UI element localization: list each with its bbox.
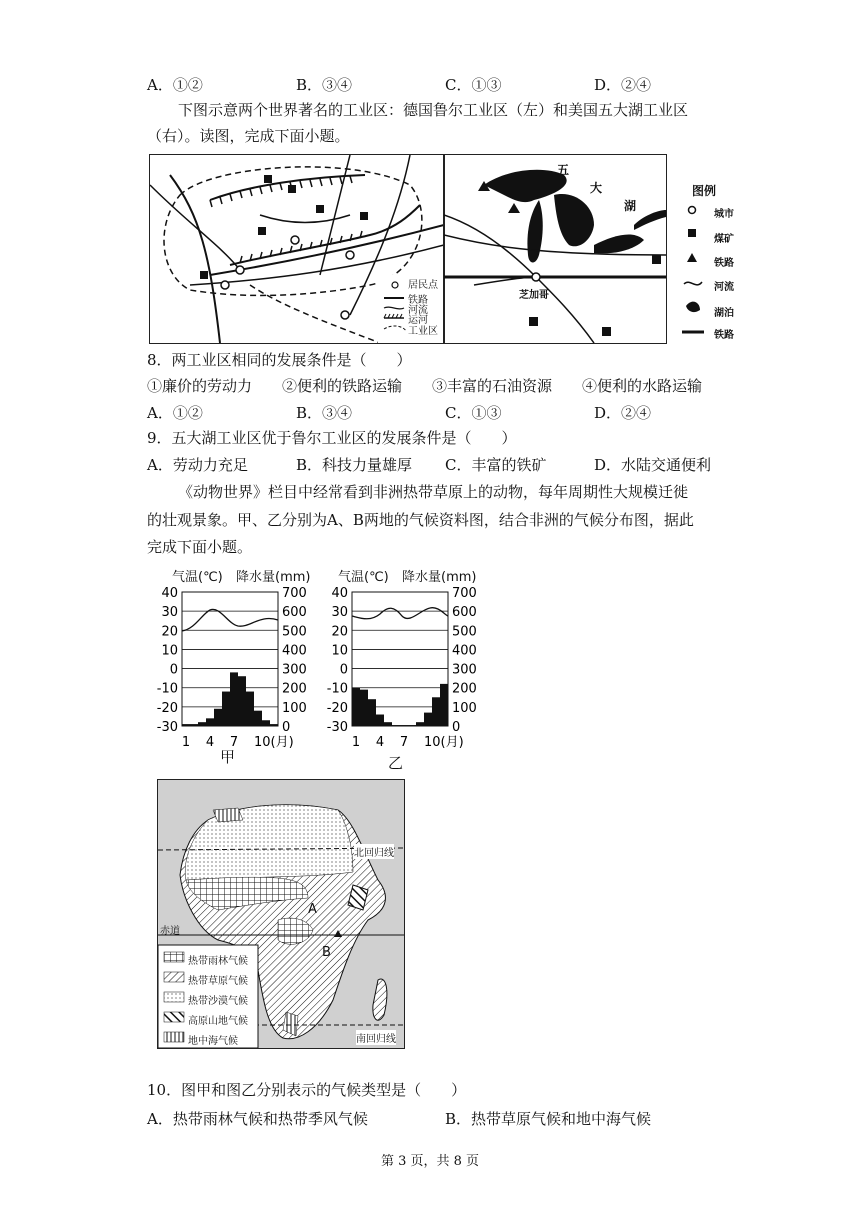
temp-tick: -20 — [156, 700, 178, 716]
jia-name: 甲 — [220, 748, 236, 766]
precip-bar — [352, 688, 360, 726]
precip-bar — [376, 715, 384, 726]
q9-option-b: B．科技力量雄厚 — [296, 456, 413, 474]
precip-tick: 700 — [282, 586, 307, 601]
ruhr-legend-railway: 铁路 — [408, 295, 428, 306]
lakes-legend-iron: 铁路 — [714, 258, 734, 269]
intro2-line3: 完成下面小题。 — [147, 538, 253, 556]
temp-tick: 10 — [161, 643, 178, 659]
precip-tick: 300 — [452, 662, 477, 678]
lakes-legend-coal: 煤矿 — [714, 234, 734, 245]
africa-legend-3: 高原山地气候 — [188, 1016, 248, 1027]
precip-tick: 200 — [282, 681, 307, 697]
lakes-legend-city: 城市 — [714, 209, 734, 220]
climate-chart-yi — [320, 566, 490, 776]
precip-bar — [238, 676, 246, 726]
temp-tick: 0 — [169, 662, 178, 678]
temp-tick: -10 — [326, 681, 348, 697]
intro2-line2: 的壮观景象。甲、乙分别为A、B两地的气候资料图，结合非洲的气候分布图，据此 — [147, 511, 694, 529]
q8-option-b: B．③④ — [296, 404, 353, 422]
jia-temp-label: 气温(℃) — [172, 570, 223, 585]
precip-bar — [182, 724, 190, 726]
q9-option-a: A．劳动力充足 — [147, 456, 248, 474]
page-footer: 第 3 页，共 8 页 — [380, 1154, 480, 1169]
precip-bar — [384, 722, 392, 726]
precip-tick: 0 — [452, 720, 461, 735]
q8-stem: 8．两工业区相同的发展条件是（ ） — [147, 351, 412, 369]
precip-bar — [190, 724, 198, 726]
precip-bar — [198, 722, 206, 726]
lakes-legend-lakes: 湖泊 — [714, 308, 734, 319]
precip-bar — [262, 720, 270, 726]
q8-items: ①廉价的劳动力 ②便利的铁路运输 ③丰富的石油资源 ④便利的水路运输 — [147, 377, 703, 395]
point-b-label: B — [322, 945, 331, 960]
lakes-legend-railway: 铁路 — [714, 330, 734, 341]
africa-legend-4: 地中海气候 — [188, 1036, 238, 1047]
africa-legend-0: 热带雨林气候 — [188, 956, 248, 967]
ruhr-legend-settlement: 居民点 — [408, 280, 438, 291]
month-tick: 10(月) — [424, 735, 464, 750]
temp-tick: -30 — [156, 720, 178, 735]
yi-precip-label: 降水量(mm) — [402, 570, 477, 585]
precip-bar — [230, 672, 238, 726]
africa-legend-2: 热带沙漠气候 — [188, 996, 248, 1007]
q7-option-a: A．①② — [147, 76, 203, 94]
ruhr-legend-river: 河流 — [408, 305, 428, 316]
precip-bar — [392, 725, 400, 726]
q8-option-a: A．①② — [147, 404, 203, 422]
yi-name: 乙 — [388, 754, 404, 772]
precip-bar — [400, 725, 408, 726]
precip-tick: 600 — [452, 605, 477, 621]
q8-option-d: D．②④ — [594, 404, 652, 422]
precip-bar — [368, 699, 376, 726]
precip-tick: 500 — [452, 624, 477, 640]
precip-bar — [424, 713, 432, 726]
q10-option-b: B．热带草原气候和地中海气候 — [445, 1110, 652, 1128]
q9-option-d: D．水陆交通便利 — [594, 456, 712, 474]
temp-tick: -10 — [156, 681, 178, 697]
month-tick: 7 — [229, 735, 239, 750]
lakes-label-big: 大 — [590, 181, 603, 195]
precip-bar — [206, 718, 214, 726]
precip-bar — [254, 711, 262, 726]
precip-tick: 100 — [282, 700, 307, 716]
precip-tick: 0 — [282, 720, 291, 735]
precip-bar — [416, 722, 424, 726]
lakes-label-lake: 湖 — [624, 199, 637, 213]
temp-tick: 40 — [161, 586, 178, 601]
yi-temp-label: 气温(℃) — [338, 570, 389, 585]
temp-tick: 30 — [331, 605, 348, 621]
precip-tick: 400 — [282, 643, 307, 659]
precip-tick: 500 — [282, 624, 307, 640]
chicago-label: 芝加哥 — [519, 290, 549, 301]
ruhr-legend-canal: 运河 — [408, 315, 428, 326]
precip-tick: 100 — [452, 700, 477, 716]
africa-climate-map — [157, 779, 405, 1049]
jia-precip-label: 降水量(mm) — [236, 570, 311, 585]
month-tick: 4 — [375, 735, 385, 750]
intro1-line2: （右）。读图，完成下面小题。 — [147, 127, 350, 145]
temp-curve — [182, 609, 278, 631]
precip-tick: 400 — [452, 643, 477, 659]
q10-option-a: A．热带雨林气候和热带季风气候 — [147, 1110, 368, 1128]
temp-curve — [352, 608, 448, 619]
q8-option-c: C．①③ — [445, 404, 502, 422]
precip-tick: 300 — [282, 662, 307, 678]
precip-bar — [222, 692, 230, 726]
q7-option-b: B．③④ — [296, 76, 353, 94]
precip-bar — [432, 697, 440, 726]
month-tick: 1 — [181, 735, 191, 750]
q7-option-c: C．①③ — [445, 76, 502, 94]
intro1-line1: 下图示意两个世界著名的工业区：德国鲁尔工业区（左）和美国五大湖工业区 — [178, 101, 689, 119]
month-tick: 1 — [351, 735, 361, 750]
lakes-legend — [678, 182, 750, 342]
precip-bar — [270, 724, 278, 726]
q9-stem: 9．五大湖工业区优于鲁尔工业区的发展条件是（ ） — [147, 429, 517, 447]
temp-tick: 40 — [331, 586, 348, 601]
precip-bar — [246, 692, 254, 726]
lakes-legend-title: 图例 — [692, 184, 717, 198]
africa-legend-1: 热带草原气候 — [188, 976, 248, 987]
point-a-label: A — [308, 902, 317, 917]
lakes-legend-river: 河流 — [714, 282, 734, 293]
temp-tick: -20 — [326, 700, 348, 716]
tropic-north-label: 北回归线 — [354, 844, 394, 859]
precip-tick: 600 — [282, 605, 307, 621]
intro2-line1: 《动物世界》栏目中经常看到非洲热带草原上的动物，每年周期性大规模迁徙 — [178, 483, 689, 501]
temp-tick: 30 — [161, 605, 178, 621]
temp-tick: -30 — [326, 720, 348, 735]
temp-tick: 10 — [331, 643, 348, 659]
great-lakes-map — [443, 154, 667, 344]
precip-bar — [440, 684, 448, 726]
precip-bar — [408, 725, 416, 726]
month-tick: 7 — [399, 735, 409, 750]
temp-tick: 20 — [331, 624, 348, 640]
month-tick: 10(月) — [254, 735, 294, 750]
q7-option-d: D．②④ — [594, 76, 652, 94]
q10-stem: 10．图甲和图乙分别表示的气候类型是（ ） — [147, 1081, 467, 1099]
equator-label: 赤道 — [160, 926, 180, 937]
q9-option-c: C．丰富的铁矿 — [445, 456, 547, 474]
tropic-south-label: 南回归线 — [356, 1030, 396, 1045]
climate-chart-jia — [150, 566, 320, 771]
lakes-label-five: 五 — [557, 163, 570, 177]
precip-bar — [214, 709, 222, 726]
ruhr-map — [149, 154, 445, 344]
month-tick: 4 — [205, 735, 215, 750]
temp-tick: 20 — [161, 624, 178, 640]
ruhr-legend-industrial: 工业区 — [408, 326, 438, 337]
precip-tick: 200 — [452, 681, 477, 697]
precip-bar — [360, 690, 368, 726]
precip-tick: 700 — [452, 586, 477, 601]
temp-tick: 0 — [339, 662, 348, 678]
